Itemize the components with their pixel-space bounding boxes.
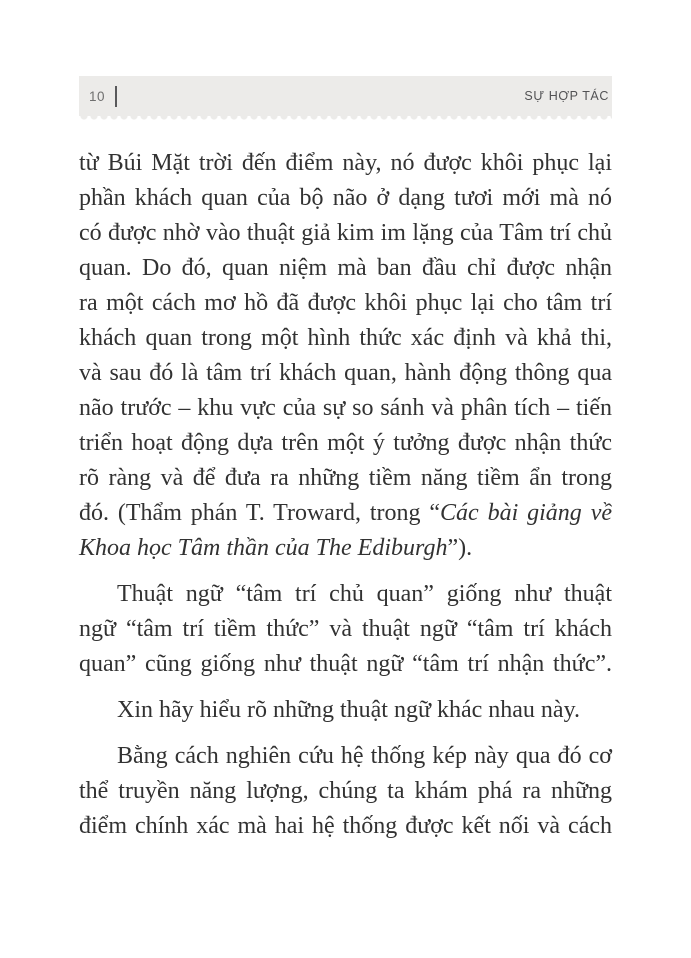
text-line	[79, 321, 612, 356]
body-text-segment: quan” cũng giống như thuật ngữ “tâm trí nhận thức”.	[79, 651, 612, 677]
body-text-segment: khách quan trong một hình thức xác định và khả thi,	[79, 325, 612, 351]
page-body	[79, 146, 612, 855]
body-text-segment: ngữ “tâm trí tiềm thức” và thuật ngữ “tâm trí khách	[79, 616, 612, 642]
body-text-segment: Bằng cách nghiên cứu hệ thống kép này qua đó cơ	[117, 743, 612, 769]
page-header	[79, 76, 612, 116]
text-line	[79, 739, 612, 774]
text-line	[79, 531, 612, 566]
body-text-segment: điểm chính xác mà hai hệ thống được kết nối và cách	[79, 813, 612, 839]
text-line	[79, 496, 612, 531]
paragraph	[79, 577, 612, 682]
page-number: 10	[89, 88, 106, 104]
body-text-segment: triển hoạt động dựa trên một ý tưởng được nhận thức	[79, 430, 612, 456]
body-text-segment: phần khách quan của bộ não ở dạng tươi mới mà nó	[79, 185, 612, 211]
body-text-segment: Xin hãy hiểu rõ những thuật ngữ khác nhau này.	[117, 697, 581, 723]
text-line	[79, 391, 612, 426]
text-line	[79, 251, 612, 286]
text-line	[79, 577, 612, 612]
paragraph	[79, 693, 612, 728]
text-line	[79, 693, 612, 728]
italic-citation-text: Các bài giảng về	[440, 500, 612, 526]
running-title: SỰ HỢP TÁC	[524, 89, 609, 103]
body-text-segment: Thuật ngữ “tâm trí chủ quan” giống như thuật	[117, 581, 612, 607]
page-number-divider	[115, 86, 117, 107]
text-line	[79, 647, 612, 682]
text-line	[79, 461, 612, 496]
text-line	[79, 426, 612, 461]
text-line	[79, 216, 612, 251]
text-line	[79, 809, 612, 844]
body-text-segment: quan. Do đó, quan niệm mà ban đầu chỉ được nhận	[79, 255, 612, 281]
body-text-segment: từ Búi Mặt trời đến điểm này, nó được khôi phục lại	[79, 150, 612, 176]
body-text-segment: ra một cách mơ hồ đã được khôi phục lại cho tâm trí	[79, 290, 612, 316]
header-scalloped-edge	[79, 116, 612, 120]
body-text-segment: có được nhờ vào thuật giả kim im lặng của Tâm trí chủ	[79, 220, 612, 246]
text-line	[79, 146, 612, 181]
text-line	[79, 286, 612, 321]
text-line	[79, 774, 612, 809]
paragraph	[79, 146, 612, 566]
body-text-segment: đó. (Thẩm phán T. Troward, trong “	[79, 500, 441, 526]
body-text-segment: rõ ràng và để đưa ra những tiềm năng tiềm ẩn trong	[79, 465, 612, 491]
page-number-group	[89, 86, 117, 107]
text-line	[79, 612, 612, 647]
paragraph	[79, 739, 612, 844]
body-text-segment: và sau đó là tâm trí khách quan, hành động thông qua	[79, 360, 612, 386]
text-line	[79, 356, 612, 391]
italic-citation-text: Khoa học Tâm thần của The Ediburgh	[79, 535, 448, 561]
text-line	[79, 181, 612, 216]
body-text-segment: thể truyền năng lượng, chúng ta khám phá ra những	[79, 778, 612, 804]
body-text-segment: não trước – khu vực của sự so sánh và phân tích – tiến	[79, 395, 612, 421]
body-text-segment: ”).	[447, 535, 473, 561]
